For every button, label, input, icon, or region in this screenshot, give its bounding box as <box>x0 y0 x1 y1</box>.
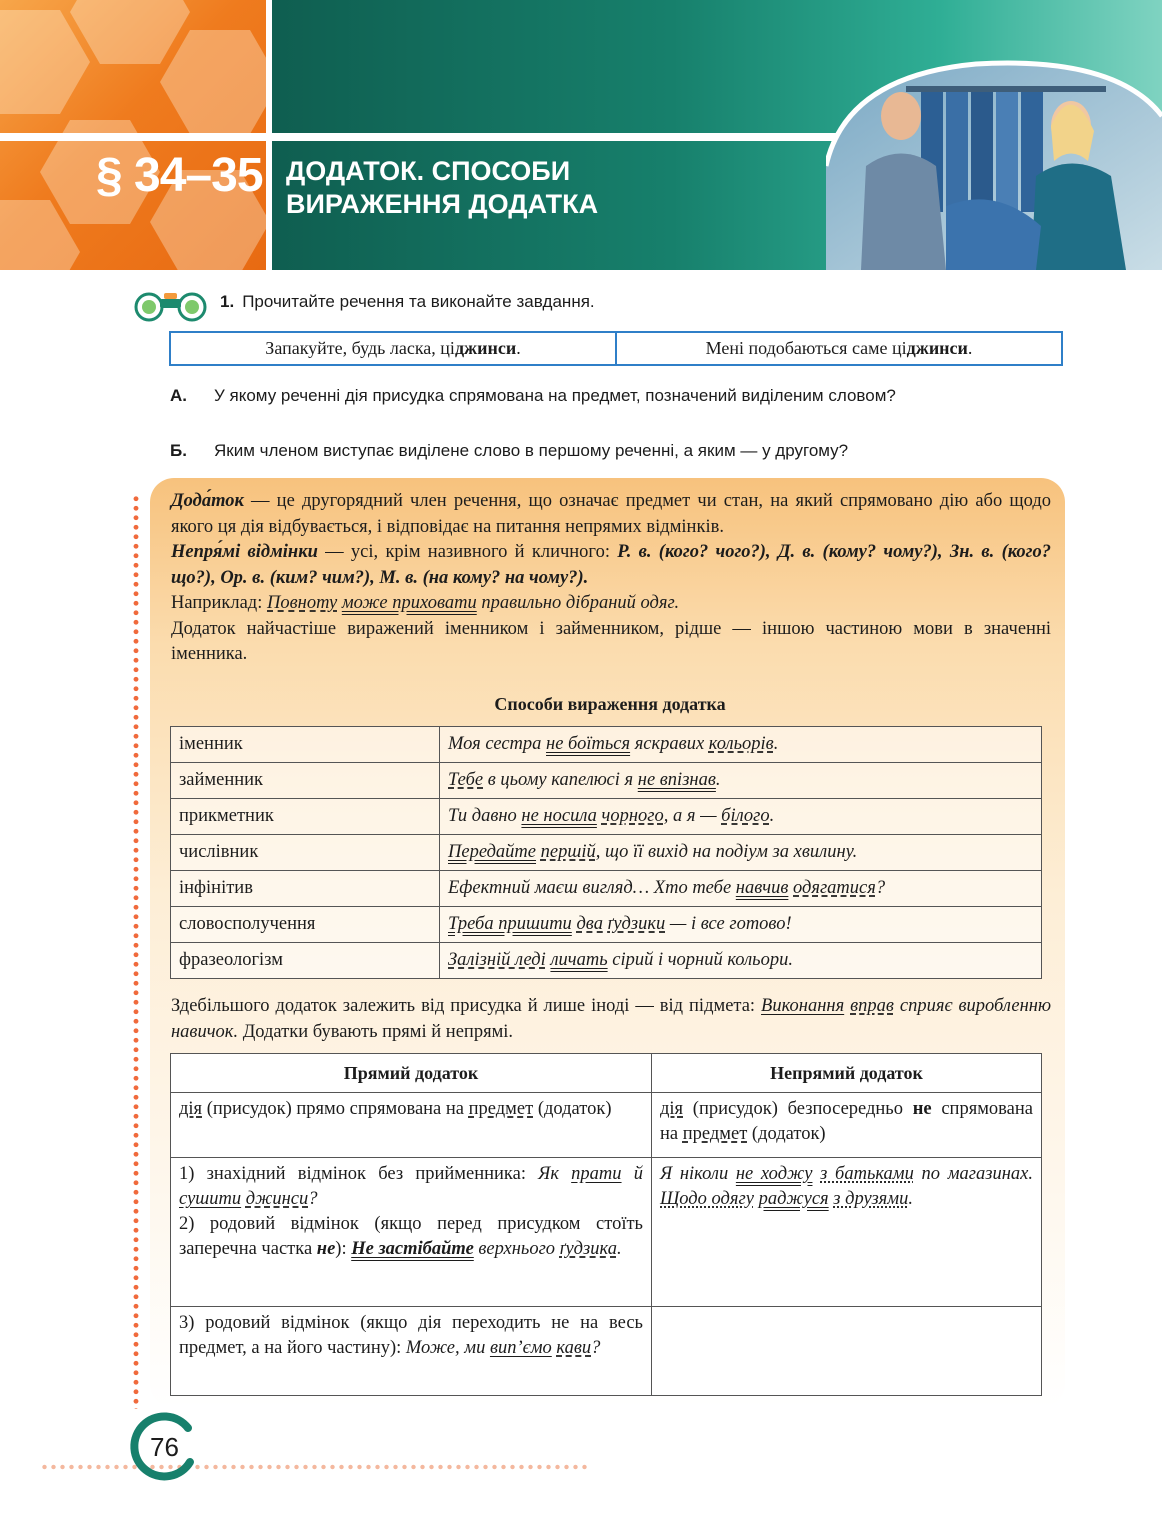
section-title <box>286 155 598 221</box>
table-row: прикметник Ти давно не носила чорного, а я — білого. <box>171 799 1042 835</box>
section-title-line1: ДОДАТОК. СПОСОБИ <box>286 156 571 186</box>
ways-table-caption: Способи вираження додатка <box>494 694 726 714</box>
table-row: іменник Моя сестра не боїться яскравих кольорів. <box>171 727 1042 763</box>
table-row: займенник Тебе в цьому капелюсі я не впізнав. <box>171 763 1042 799</box>
term-dodatok: Дода́ток <box>171 491 244 511</box>
theory-text <box>171 489 1051 668</box>
head-direct: Прямий додаток <box>171 1054 652 1093</box>
question-label: А. <box>170 386 187 405</box>
sentence-cell-1: Запакуйте, будь ласка, ці джинси . <box>265 338 521 358</box>
expression-paragraph: Додаток найчастіше виражений іменником і займенником, рідше — іншою частиною мови в значенні іменника. <box>171 618 1051 664</box>
table-row: 1) знахідний відмінок без прийменника: Як прати й сушити джинси? 2) родовий відмінок (якщо перед присудком стоїть заперечна частка не): Не застібайте верхнього ґудзика. Я ніколи не ходжу з батьками по магазинах. Щодо одягу раджуся з друзями. <box>171 1158 1042 1307</box>
ways-table <box>170 726 1042 979</box>
direct-indirect-table <box>170 1053 1042 1396</box>
table-row: інфінітив Ефектний маєш вигляд… Хто тебе навчив одягатися? <box>171 871 1042 907</box>
question-text: У якому реченні дія присудка спрямована на предмет, позначений виділеним словом? <box>214 386 896 405</box>
exercise-instruction: Прочитайте речення та виконайте завдання. <box>242 292 595 311</box>
header-separator <box>266 0 272 270</box>
dotted-footer-line <box>40 1464 590 1470</box>
head-indirect: Непрямий додаток <box>652 1054 1042 1093</box>
table-row: дія (присудок) прямо спрямована на предмет (додаток) дія (присудок) безпосередньо не спрямована на предмет (додаток) <box>171 1093 1042 1158</box>
binoculars-icon <box>132 290 210 322</box>
table-row: словосполучення Треба пришити два ґудзики — і все готово! <box>171 907 1042 943</box>
page-number: 76 <box>150 1432 179 1462</box>
table-row: фразеологізм Залізній леді личать сірий і чорний кольори. <box>171 943 1042 979</box>
section-number: § 34–35 <box>96 149 263 202</box>
question-label: Б. <box>170 441 187 460</box>
indirect-cases-paragraph: Непря́мі відмінки — усі, крім називного й кличного: Р. в. (кого? чого?), Д. в. (кому? чому?), Зн. в. (кого? що?), Ор. в. (ким? чим?), М. в. (на кому? на чому?). <box>171 542 1052 588</box>
shopping-jeans-photo <box>826 56 1162 270</box>
table-row: 3) родовий відмінок (якщо дія переходить не на весь предмет, а на його частину): Може, ми вип’ємо кави? <box>171 1307 1042 1396</box>
section-title-line2: ВИРАЖЕННЯ ДОДАТКА <box>286 189 599 219</box>
definition-paragraph: Дода́ток — це другорядний член речення, що означає предмет чи стан, на який спрямовано дію або щодо якого ця дія відбувається, і відповідає на питання непрямих відмінків. <box>171 491 1051 537</box>
table-header-row <box>171 1054 1042 1093</box>
exercise-number: 1. <box>220 292 235 311</box>
exercise-instruction-line <box>220 292 595 312</box>
sentence-cell-2: Мені подобаються саме ці джинси . <box>615 333 1061 364</box>
question-b <box>170 439 1014 462</box>
question-a <box>170 384 1014 407</box>
table-row: числівник Передайте першій, що її вихід на подіум за хвилину. <box>171 835 1042 871</box>
exercise-sentences-table <box>169 331 1063 366</box>
dependency-paragraph: Здебільшого додаток залежить від присудка й лише іноді — від підмета: Виконання вправ сприяє виробленню навичок. Додатки бувають прямі й непрямі. <box>171 996 1051 1042</box>
term-indirect-cases: Непря́мі відмінки <box>171 542 318 562</box>
question-text: Яким членом виступає виділене слово в першому реченні, а яким — у другому? <box>214 441 849 460</box>
cases-list: Р. в. (кого? чого?), Д. в. (кому? чому?), Зн. в. (кого? що?), Ор. в. (ким? чим?), М. в. (на кому? на чому?). <box>171 542 1052 588</box>
example-paragraph: Наприклад: Повноту може приховати правильно дібраний одяг. <box>171 593 680 613</box>
dotted-margin-line <box>133 494 139 1409</box>
